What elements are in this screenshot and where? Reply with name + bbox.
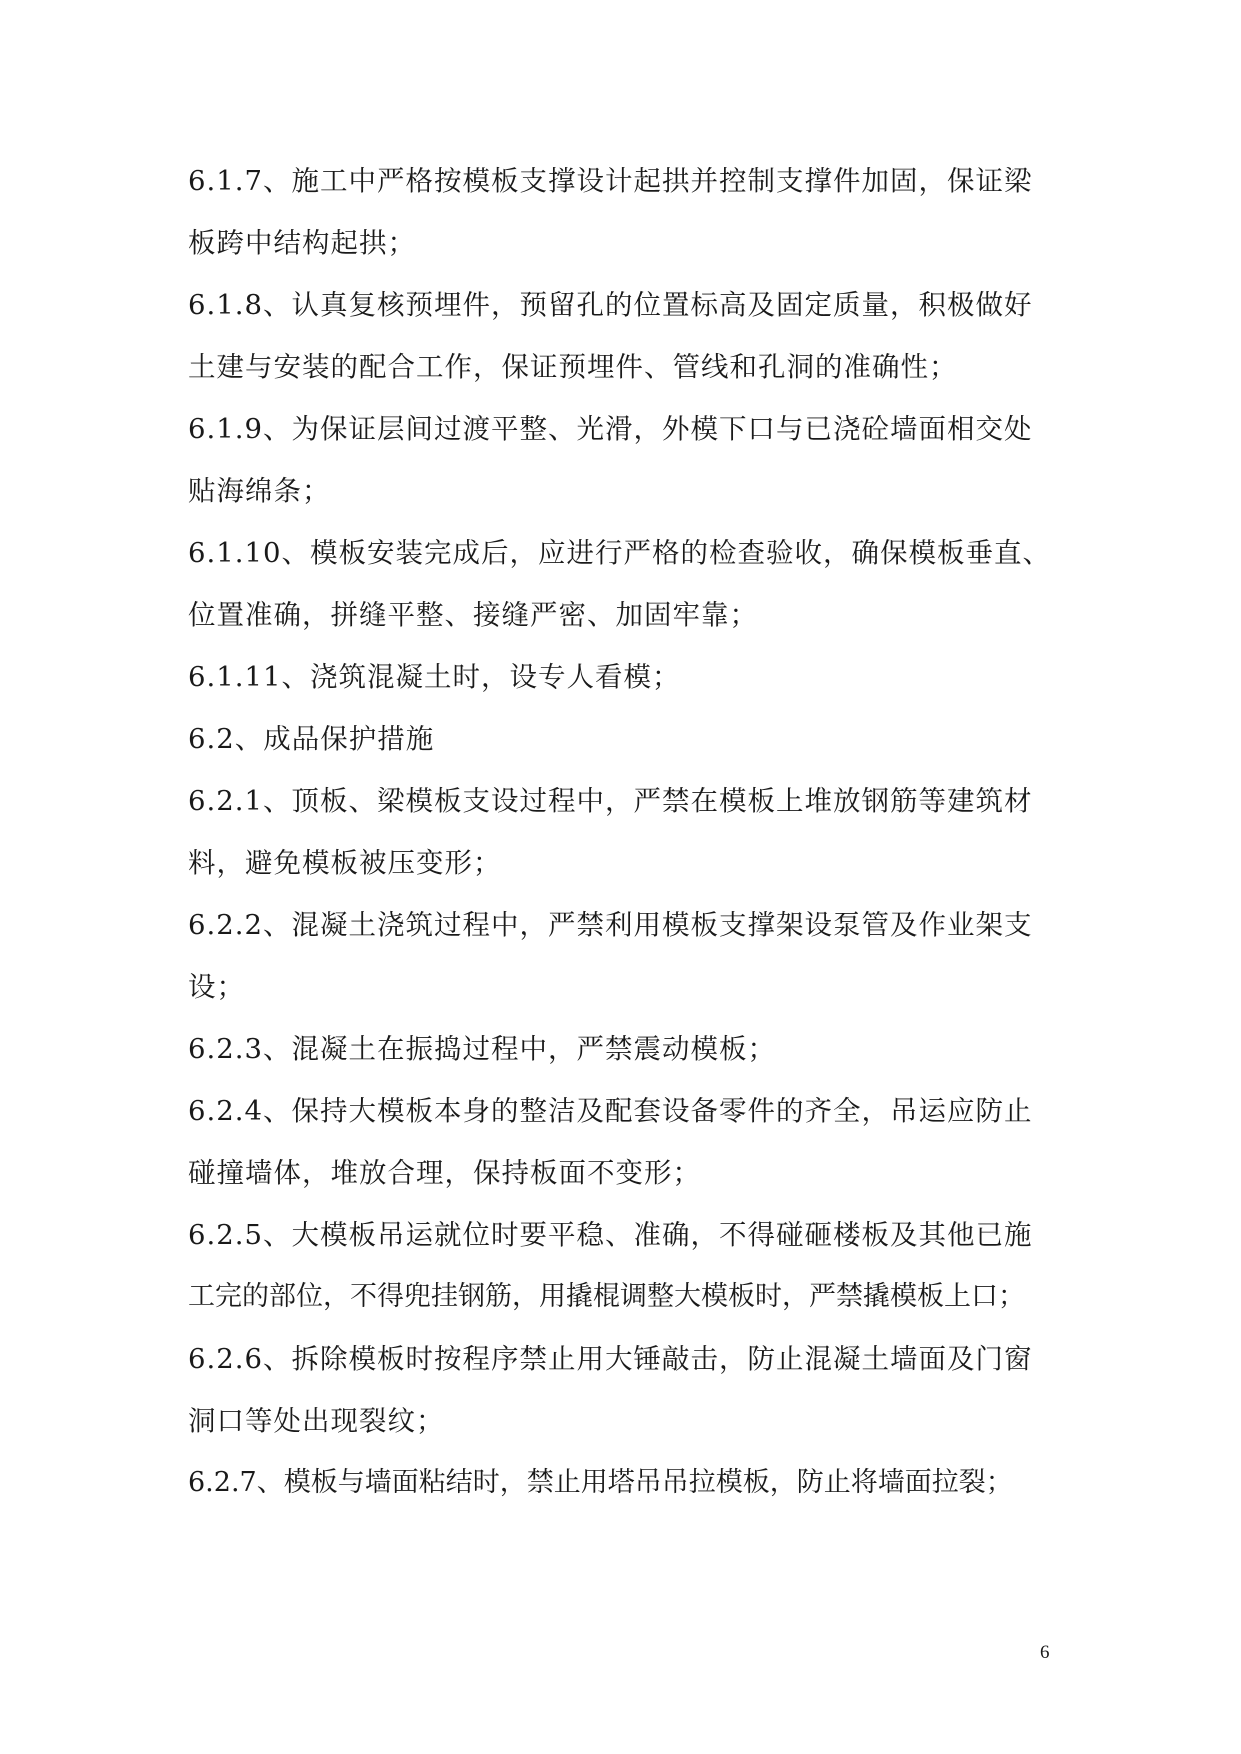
- text-line: 6.2.2、混凝土浇筑过程中，严禁利用模板支撑架设泵管及作业架支: [188, 909, 1033, 941]
- text-line: 板跨中结构起拱；: [188, 227, 416, 259]
- text-line: 6.2.6、拆除模板时按程序禁止用大锤敲击，防止混凝土墙面及门窗: [188, 1343, 1033, 1375]
- section-heading: 6.2、成品保护措施: [188, 723, 435, 755]
- text-line: 6.1.11、浇筑混凝土时，设专人看模；: [188, 661, 681, 693]
- text-line: 设；: [188, 971, 245, 1003]
- text-line: 6.1.9、为保证层间过渡平整、光滑，外模下口与已浇砼墙面相交处: [188, 413, 1033, 445]
- text-line: 6.2.5、大模板吊运就位时要平稳、准确，不得碰砸楼板及其他已施: [188, 1219, 1033, 1251]
- text-line: 6.1.7、施工中严格按模板支撑设计起拱并控制支撑件加固，保证梁: [188, 165, 1033, 197]
- text-line: 6.1.8、认真复核预埋件，预留孔的位置标高及固定质量，积极做好: [188, 289, 1033, 321]
- text-line: 洞口等处出现裂纹；: [188, 1405, 445, 1437]
- text-line: 料，避免模板被压变形；: [188, 847, 502, 879]
- text-line: 6.2.4、保持大模板本身的整洁及配套设备零件的齐全，吊运应防止: [188, 1095, 1033, 1127]
- text-line: 6.2.7、模板与墙面粘结时，禁止用塔吊吊拉模板，防止将墙面拉裂；: [188, 1467, 1013, 1498]
- text-line: 工完的部位，不得兜挂钢筋，用撬棍调整大模板时，严禁撬模板上口；: [188, 1281, 1025, 1312]
- text-line: 6.1.10、模板安装完成后，应进行严格的检查验收，确保模板垂直、: [188, 537, 1051, 569]
- text-line: 土建与安装的配合工作，保证预埋件、管线和孔洞的准确性；: [188, 351, 958, 383]
- page-number: 6: [1040, 1642, 1050, 1663]
- text-line: 贴海绵条；: [188, 475, 331, 507]
- text-line: 6.2.1、顶板、梁模板支设过程中，严禁在模板上堆放钢筋等建筑材: [188, 785, 1033, 817]
- text-line: 位置准确，拼缝平整、接缝严密、加固牢靠；: [188, 599, 758, 631]
- body-text: [188, 150, 1058, 1514]
- text-line: 碰撞墙体，堆放合理，保持板面不变形；: [188, 1157, 701, 1189]
- text-line: 6.2.3、混凝土在振捣过程中，严禁震动模板；: [188, 1033, 776, 1065]
